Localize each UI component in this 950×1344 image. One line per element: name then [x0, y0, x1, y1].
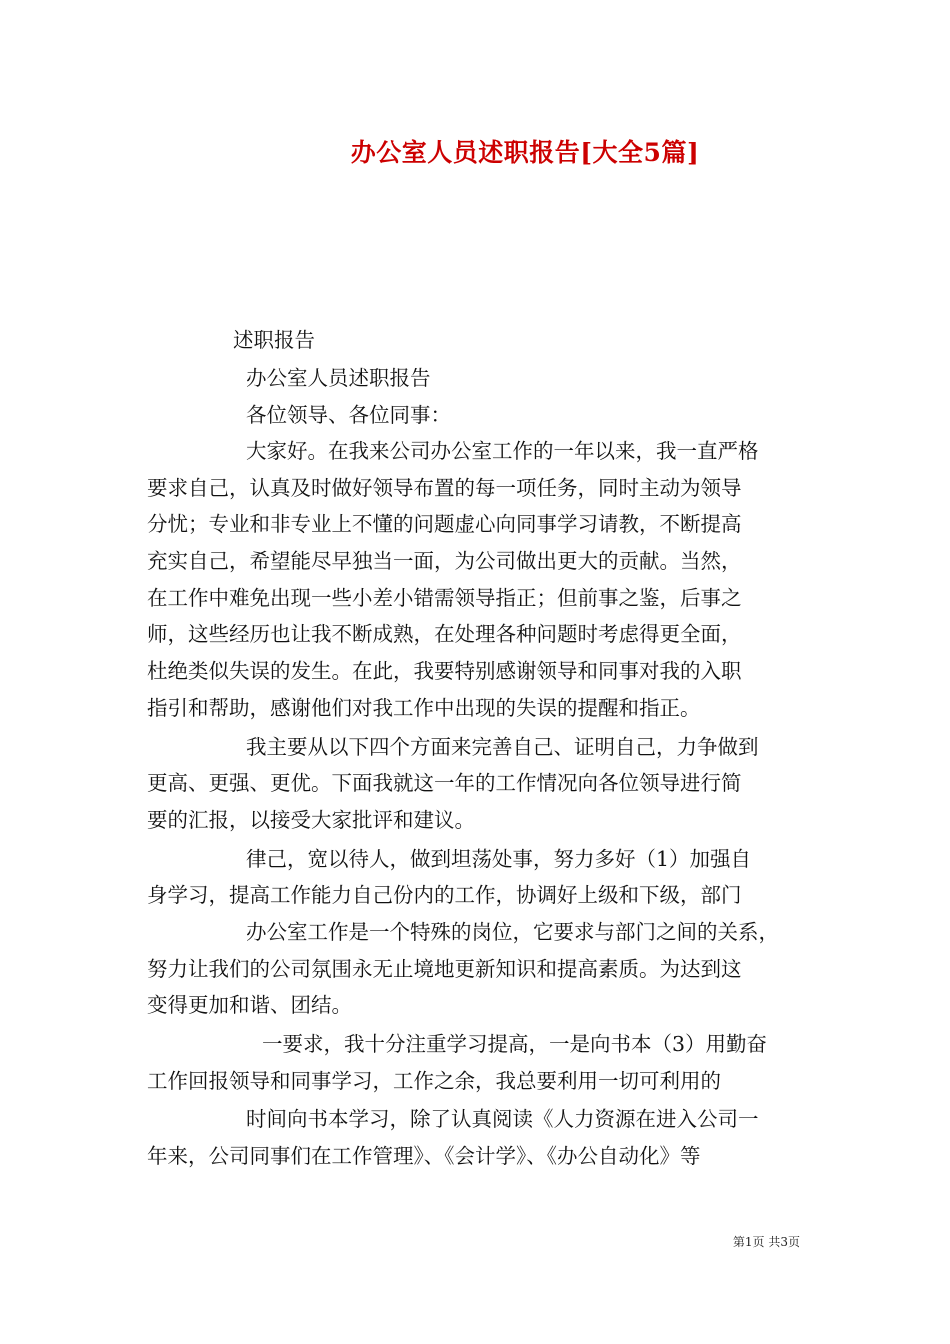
text-line: 大家好。在我来公司办公室工作的一年以来，我一直严格	[246, 439, 759, 463]
text-line: 充实自己，希望能尽早独当一面，为公司做出更大的贡献。当然，	[147, 549, 742, 573]
text-line: 在工作中难免出现一些小差小错需领导指正；但前事之鉴，后事之	[147, 586, 742, 610]
text-line: 办公室工作是一个特殊的岗位，它要求与部门之间的关系，	[246, 920, 779, 944]
text-line: 变得更加和谐、团结。	[147, 993, 352, 1017]
text-line: 努力让我们的公司氛围永无止境地更新知识和提高素质。为达到这	[147, 957, 742, 981]
text-line: 办公室人员述职报告	[246, 366, 431, 390]
text-line: 年来，公司同事们在工作管理》、《会计学》、《办公自动化》等	[147, 1144, 701, 1168]
page-number-footer: 第1页 共3页	[732, 1235, 800, 1249]
document-title: 办公室人员述职报告[大全5篇]	[350, 138, 700, 167]
text-line: 要的汇报，以接受大家批评和建议。	[147, 808, 475, 832]
text-line: 身学习，提高工作能力自己份内的工作，协调好上级和下级，部门	[147, 883, 742, 907]
text-line: 述职报告	[233, 328, 315, 352]
text-line: 各位领导、各位同事：	[246, 403, 451, 427]
text-line: 律己，宽以待人，做到坦荡处事，努力多好（1）加强自	[246, 847, 752, 871]
text-line: 工作回报领导和同事学习，工作之余，我总要利用一切可利用的	[147, 1069, 721, 1093]
text-line: 时间向书本学习，除了认真阅读《人力资源在进入公司一	[246, 1107, 759, 1131]
text-line: 杜绝类似失误的发生。在此，我要特别感谢领导和同事对我的入职	[147, 659, 742, 683]
text-line: 我主要从以下四个方面来完善自己、证明自己，力争做到	[246, 735, 759, 759]
text-line: 要求自己，认真及时做好领导布置的每一项任务，同时主动为领导	[147, 476, 742, 500]
text-line: 师，这些经历也让我不断成熟，在处理各种问题时考虑得更全面，	[147, 622, 742, 646]
text-line: 指引和帮助，感谢他们对我工作中出现的失误的提醒和指正。	[147, 696, 701, 720]
text-line: 一要求，我十分注重学习提高，一是向书本（3）用勤奋	[262, 1032, 768, 1056]
text-line: 更高、更强、更优。下面我就这一年的工作情况向各位领导进行简	[147, 771, 742, 795]
text-line: 分忧；专业和非专业上不懂的问题虚心向同事学习请教，不断提高	[147, 512, 742, 536]
